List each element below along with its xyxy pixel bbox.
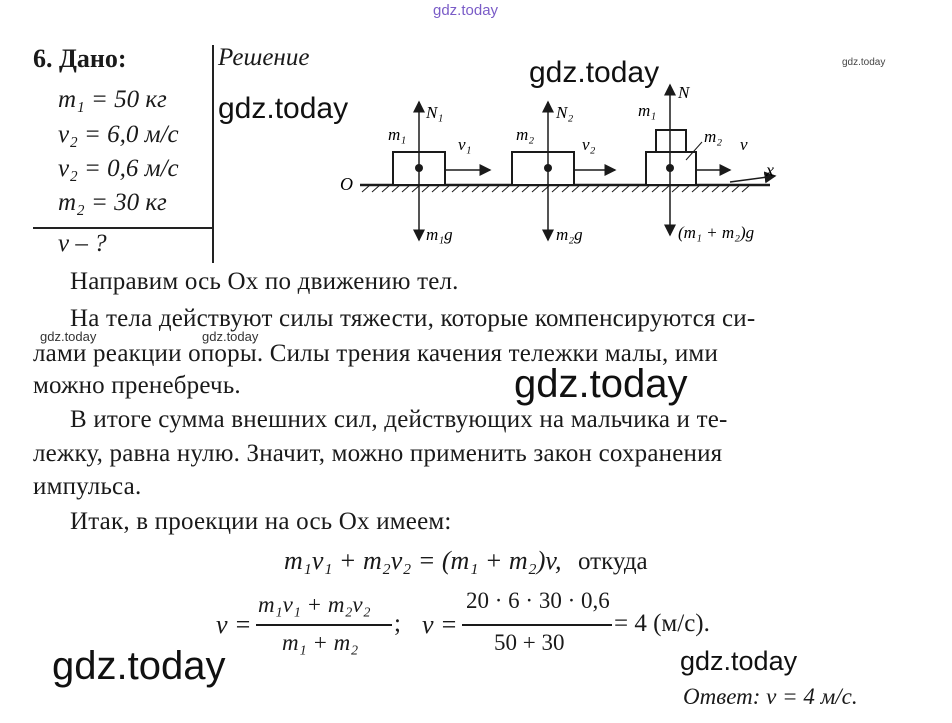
paragraph-line-7: импульса. <box>33 473 142 500</box>
label-g1: m₁g <box>426 225 453 244</box>
paragraph-line-2: На тела действуют силы тяжести, которые компенсируются си- <box>70 305 756 332</box>
label-m1: m₁ <box>388 125 407 144</box>
label-n2: N₂ <box>556 103 574 122</box>
watermark-bottom-right: gdz.today <box>680 646 798 676</box>
label-n3: N <box>678 83 690 102</box>
watermark-top-right: gdz.today <box>842 57 886 68</box>
solution-title: Решение <box>218 44 310 71</box>
paragraph-line-1: Направим ось Ox по движению тел. <box>70 268 459 295</box>
label-m2: m₂ <box>516 125 535 144</box>
watermark-bottom-left: gdz.today <box>52 644 226 688</box>
watermark-text-mid: gdz.today <box>202 329 259 344</box>
paragraph-line-3: лами реакции опоры. Силы трения качения тележки малы, ими <box>33 340 719 367</box>
body-2 <box>512 152 574 185</box>
watermark-diagram: gdz.today <box>529 56 660 89</box>
watermark-given: gdz.today <box>218 92 349 125</box>
given-divider <box>33 227 213 229</box>
formula-v-lhs: v = <box>216 610 252 639</box>
label-v3: v <box>740 135 748 154</box>
answer: Ответ: v = 4 м/с. <box>683 684 858 709</box>
given-title: 6. Дано: <box>33 44 127 73</box>
formula-momentum: m₁v₁ + m₂v₂ = (m₁ + m₂)v, <box>284 546 562 575</box>
formula-semicolon: ; <box>394 610 401 637</box>
formula-calc-denominator: 50 + 30 <box>494 630 565 655</box>
formula-calc-numerator: 20 · 6 · 30 · 0,6 <box>466 588 610 613</box>
given-item-m1: m₁ = 50 кг <box>58 86 167 113</box>
axis-x-label: x <box>766 160 774 180</box>
axis-origin-label: O <box>340 174 353 194</box>
body-combined-boy <box>656 130 686 152</box>
label-g2: m₂g <box>556 225 583 244</box>
find-item: v – ? <box>58 230 107 257</box>
label-m3a: m₁ <box>638 101 657 120</box>
paragraph-line-4: можно пренебречь. <box>33 372 241 399</box>
formula-calc-fraction-line <box>462 624 612 626</box>
label-v2: v₂ <box>582 135 596 154</box>
watermark-center: gdz.today <box>514 362 688 406</box>
label-v1: v₁ <box>458 135 472 154</box>
formula-v-fraction-line <box>256 624 392 626</box>
paragraph-line-5: В итоге сумма внешних сил, действующих на мальчика и те- <box>70 406 728 433</box>
formula-calc-lhs: v = <box>422 610 458 639</box>
formula-v-denominator: m₁ + m₂ <box>282 630 359 655</box>
given-vertical-divider <box>212 45 214 263</box>
watermark-top: gdz.today <box>433 2 499 19</box>
given-item-v1: v₂ = 6,0 м/с <box>58 121 179 148</box>
formula-v-numerator: m₁v₁ + m₂v₂ <box>258 592 371 617</box>
label-g3: (m₁ + m₂)g <box>678 223 755 242</box>
formula-calc-result: = 4 (м/с). <box>614 610 710 637</box>
paragraph-line-8: Итак, в проекции на ось Ox имеем: <box>70 508 452 535</box>
watermark-text-left: gdz.today <box>40 329 97 344</box>
formula-whence: откуда <box>578 548 648 575</box>
paragraph-line-6: лежку, равна нулю. Значит, можно применить закон сохранения <box>33 440 723 467</box>
label-n1: N₁ <box>426 103 444 122</box>
given-item-m2: m₂ = 30 кг <box>58 189 167 216</box>
given-item-v2: v₂ = 0,6 м/с <box>58 155 179 182</box>
label-m3b: m₂ <box>704 127 723 146</box>
forces-diagram <box>330 80 790 260</box>
